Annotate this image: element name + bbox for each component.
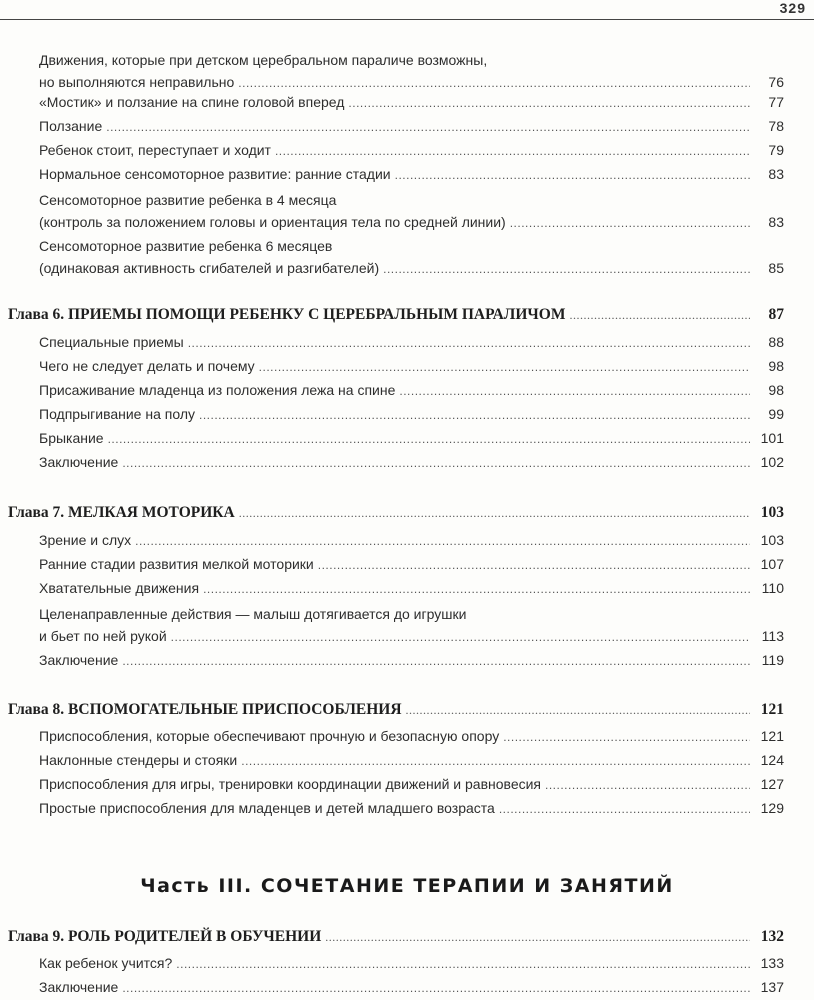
toc-chapter-entry [8, 926, 784, 948]
header-rule [0, 19, 814, 20]
toc-entry-title: но выполняются неправильно [39, 74, 235, 90]
toc-page-number: 83 [768, 166, 784, 182]
toc-entry-title: Заключение [39, 979, 119, 995]
dot-leader [108, 427, 750, 450]
dot-leader [499, 797, 750, 820]
toc-page-number: 133 [760, 955, 784, 971]
toc-entry [39, 649, 784, 672]
toc-chapter-entry [8, 502, 784, 524]
toc-entry-title: Заключение [39, 454, 119, 470]
toc-entry [39, 749, 784, 772]
dot-leader [395, 163, 750, 186]
dot-leader [399, 379, 750, 402]
dot-leader [106, 115, 750, 138]
toc-entry-title: Ранние стадии развития мелкой моторики [39, 556, 314, 572]
toc-entry-line [39, 553, 784, 576]
toc-entry [39, 451, 784, 474]
toc-entry-title: Нормальное сенсомоторное развитие: ранние стадии [39, 166, 391, 182]
toc-entry [39, 976, 784, 999]
dot-leader [406, 699, 750, 721]
toc-entry-line [39, 355, 784, 378]
toc-page-number: 102 [760, 454, 784, 470]
toc-page-number: 137 [760, 979, 784, 995]
toc-page-number: 103 [760, 532, 784, 548]
dot-leader [135, 529, 750, 552]
toc-page-number: 77 [768, 94, 784, 110]
toc-entry [39, 427, 784, 450]
toc-entry-title: Зрение и слух [39, 532, 132, 548]
toc-entry-title: и бьет по ней рукой [39, 628, 167, 644]
toc-entry [39, 355, 784, 378]
toc-entry-line [39, 331, 784, 354]
toc-entry-line [39, 427, 784, 450]
toc-entry-line [39, 91, 784, 114]
toc-entry-title: Ребенок стоит, переступает и ходит [39, 142, 271, 158]
toc-entry [39, 235, 784, 280]
toc-entry-title: (контроль за положением головы и ориентация тела по средней линии) [39, 214, 506, 230]
toc-page-number: 98 [768, 382, 784, 398]
toc-page-number: 78 [768, 118, 784, 134]
toc-page-number: 127 [760, 776, 784, 792]
dot-leader [122, 451, 750, 474]
toc-page-number: 121 [760, 701, 784, 718]
toc-entry [39, 115, 784, 138]
dot-leader [199, 403, 750, 426]
toc-entry-title: Глава 7. МЕЛКАЯ МОТОРИКА [8, 504, 235, 521]
toc-entry-title: Наклонные стендеры и стояки [39, 752, 238, 768]
dot-leader [569, 304, 750, 326]
toc-page-number: 107 [760, 556, 784, 572]
toc-entry-title: Глава 6. ПРИЕМЫ ПОМОЩИ РЕБЕНКУ С ЦЕРЕБРАЛЬНЫМ ПАРАЛИЧОМ [8, 306, 566, 323]
toc-entry-line [39, 211, 784, 234]
toc-entry-title: Сенсомоторное развитие ребенка 6 месяцев [39, 238, 333, 254]
dot-leader [259, 355, 750, 378]
dot-leader [325, 926, 750, 948]
toc-page-number: 129 [760, 800, 784, 816]
toc-entry-title: Заключение [39, 652, 119, 668]
dot-leader [171, 625, 750, 648]
toc-entry [39, 797, 784, 820]
toc-entry-line [39, 235, 784, 257]
toc-entry-line [39, 577, 784, 600]
toc-entry [39, 773, 784, 796]
page-number: 329 [779, 0, 806, 16]
dot-leader [241, 749, 750, 772]
toc-entry-title: Хватательные движения [39, 580, 200, 596]
toc-page-number: 76 [768, 74, 784, 90]
dot-leader [503, 725, 750, 748]
toc-page-number: 110 [761, 580, 784, 596]
toc-entry-title: Брыкание [39, 430, 104, 446]
toc-entry-title: Приспособления, которые обеспечивают прочную и безопасную опору [39, 728, 500, 744]
toc-entry [39, 163, 784, 186]
dot-leader [188, 331, 750, 354]
dot-leader [176, 952, 750, 975]
toc-entry-title: Приспособления для игры, тренировки координации движений и равновесия [39, 776, 542, 792]
toc-chapter-entry [8, 304, 784, 326]
toc-entry [39, 577, 784, 600]
toc-page-number: 113 [761, 628, 784, 644]
toc-entry-line [39, 773, 784, 796]
toc-entry [39, 553, 784, 576]
toc-entry-title: Присаживание младенца из положения лежа на спине [39, 382, 396, 398]
toc-page-number: 121 [760, 728, 784, 744]
toc-entry-title: Подпрыгивание на полу [39, 406, 195, 422]
toc-entry-line [39, 976, 784, 999]
toc-entry-line [39, 625, 784, 648]
toc-entry-line [39, 603, 784, 625]
toc-entry [39, 331, 784, 354]
toc-entry-title: Чего не следует делать и почему [39, 358, 255, 374]
toc-entry-line [39, 725, 784, 748]
dot-leader [383, 257, 750, 280]
dot-leader [348, 91, 750, 114]
toc-entry-title: Сенсомоторное развитие ребенка в 4 месяца [39, 192, 337, 208]
toc-entry-line [39, 403, 784, 426]
toc-entry-line [39, 797, 784, 820]
toc-entry-title: Глава 9. РОЛЬ РОДИТЕЛЕЙ В ОБУЧЕНИИ [8, 928, 322, 945]
toc-entry-title: Глава 8. ВСПОМОГАТЕЛЬНЫЕ ПРИСПОСОБЛЕНИЯ [8, 701, 402, 718]
dot-leader [275, 139, 750, 162]
dot-leader [318, 553, 750, 576]
toc-entry-title: (одинаковая активность сгибателей и разгибателей) [39, 260, 380, 276]
toc-page-number: 98 [768, 358, 784, 374]
toc-entry [39, 379, 784, 402]
toc-entry [39, 603, 784, 648]
toc-entry [39, 403, 784, 426]
toc-page-number: 79 [768, 142, 784, 158]
toc-page-number: 87 [768, 306, 784, 323]
toc-chapter-entry [8, 699, 784, 721]
toc-entry-line [39, 451, 784, 474]
toc-entry-line [39, 649, 784, 672]
toc-entry-line [39, 257, 784, 280]
toc-entry-title: Целенаправленные действия — малыш дотягивается до игрушки [39, 606, 467, 622]
toc-page-number: 83 [768, 214, 784, 230]
toc-entry-line [39, 115, 784, 138]
toc-entry-title: Как ребенок учится? [39, 955, 173, 971]
part-heading: Часть III. СОЧЕТАНИЕ ТЕРАПИИ И ЗАНЯТИЙ [140, 875, 674, 897]
toc-entry-title: «Мостик» и ползание на спине головой вперед [39, 94, 345, 110]
toc-entry-line [39, 163, 784, 186]
toc-page-number: 119 [761, 652, 784, 668]
toc-entry-line [39, 189, 784, 211]
toc-entry-line [8, 502, 784, 524]
toc-entry [39, 952, 784, 975]
toc-entry-title: Движения, которые при детском церебральном параличе возможны, [39, 52, 488, 68]
toc-entry-line [8, 926, 784, 948]
dot-leader [203, 577, 750, 600]
toc-entry-line [39, 952, 784, 975]
toc-entry-title: Простые приспособления для младенцев и детей младшего возраста [39, 800, 495, 816]
toc-page-number: 101 [760, 430, 784, 446]
toc-entry-title: Специальные приемы [39, 334, 184, 350]
toc-entry-line [8, 304, 784, 326]
dot-leader [545, 773, 750, 796]
dot-leader [122, 649, 750, 672]
dot-leader [239, 502, 750, 524]
toc-page-number: 132 [760, 928, 784, 945]
toc-entry-line [39, 749, 784, 772]
toc-entry-title: Ползание [39, 118, 103, 134]
dot-leader [122, 976, 750, 999]
toc-entry [39, 529, 784, 552]
toc-entry [39, 725, 784, 748]
dot-leader [510, 211, 750, 234]
toc-entry-line [39, 379, 784, 402]
toc-page-number: 88 [768, 334, 784, 350]
toc-entry [39, 189, 784, 234]
toc-page-number: 99 [768, 406, 784, 422]
toc-entry [39, 139, 784, 162]
toc-entry [39, 49, 784, 94]
toc-page-number: 85 [768, 260, 784, 276]
toc-page-number: 103 [760, 504, 784, 521]
toc-entry-line [39, 139, 784, 162]
toc-entry-line [39, 49, 784, 71]
toc-entry [39, 91, 784, 114]
toc-page-number: 124 [760, 752, 784, 768]
toc-entry-line [8, 699, 784, 721]
toc-entry-line [39, 529, 784, 552]
